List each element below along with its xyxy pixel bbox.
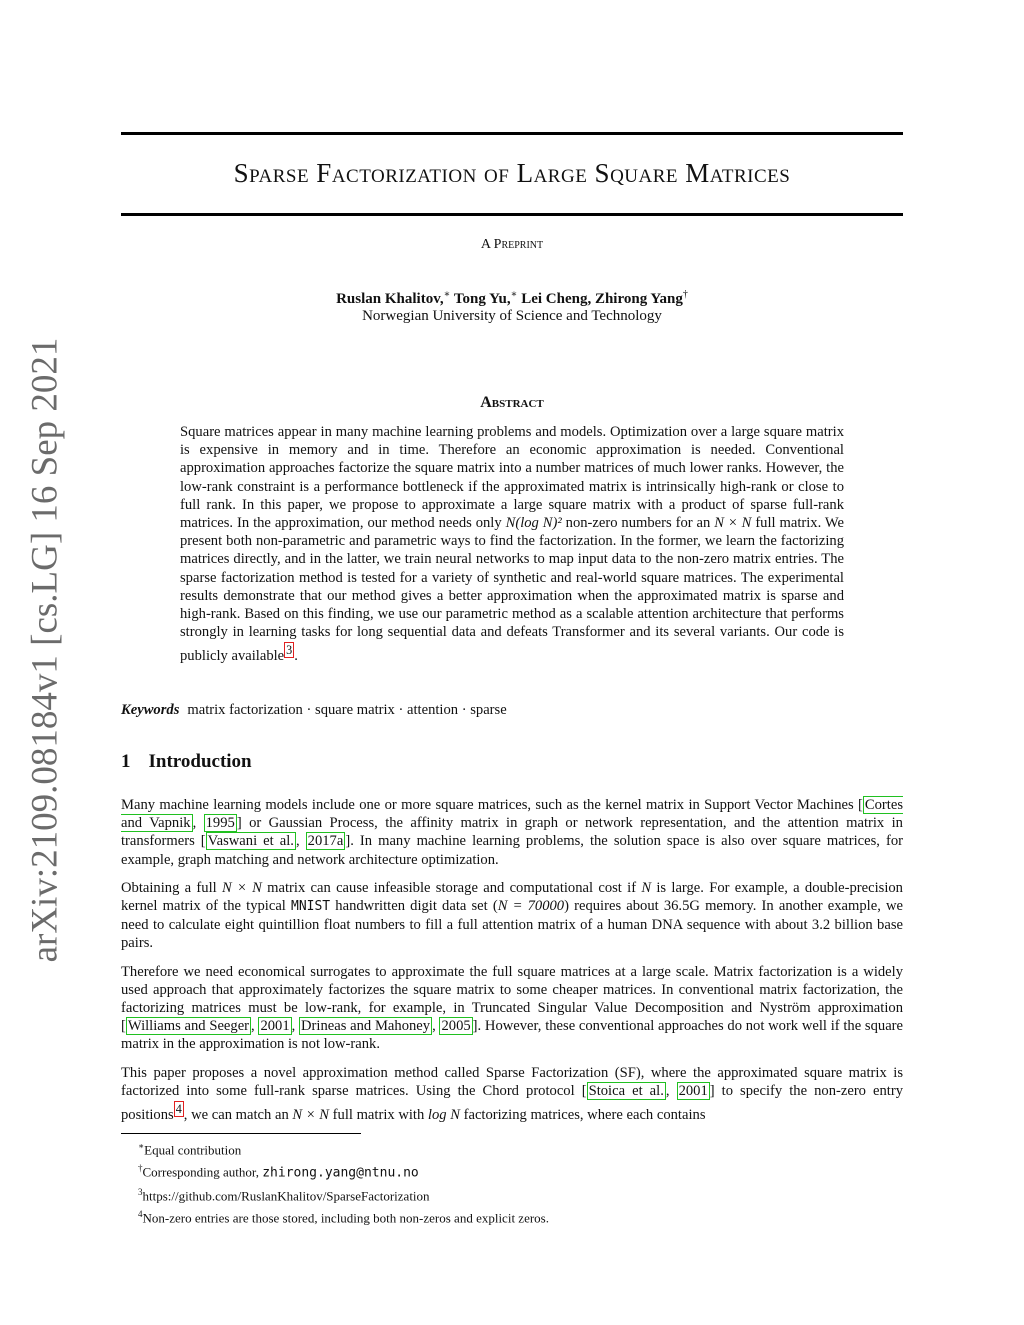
dataset-name: MNIST — [291, 899, 331, 915]
footnote — [138, 1137, 898, 1159]
section-title: Introduction — [148, 751, 252, 772]
text: matrix can cause infeasible storage and computational cost if — [261, 879, 642, 896]
footnote-mark: ∗ — [138, 1141, 145, 1151]
footnote — [138, 1183, 898, 1205]
affiliation: Norwegian University of Science and Technology — [362, 308, 662, 324]
footnote — [138, 1205, 898, 1227]
keywords-line — [121, 702, 903, 719]
abstract-math: N(log N)² — [505, 515, 562, 532]
email-link[interactable]: zhirong.yang@ntnu.no — [262, 1165, 419, 1181]
footnotes — [138, 1137, 898, 1227]
footnote — [138, 1159, 898, 1182]
text: ) requires about 36.5G memory. In another example, we need to calculate eight quintillion float numbers to fill a full attention matrix of a human DNA sequence with about 3.2 billion base pairs. — [121, 898, 904, 952]
text: ] or Gaussian Process, the affinity matrix in graph or network representation, and the attention matrix in transformers [ — [121, 815, 903, 850]
author-name: Tong Yu, — [453, 291, 511, 307]
footnote-text: Corresponding author, — [142, 1164, 263, 1180]
footnote-link-3[interactable]: 3 — [286, 643, 293, 658]
citation-link[interactable]: Stoica et al. — [588, 1082, 664, 1099]
math: N × N — [292, 1106, 330, 1123]
author-name: Zhirong Yang — [594, 291, 683, 307]
text: ]. However, these conventional approaches do not work well if the square matrix in the approximation is not low-rank. — [121, 1018, 904, 1053]
footnote-link-4[interactable]: 4 — [175, 1102, 182, 1117]
text: , — [432, 1018, 440, 1035]
text: handwritten digit data set ( — [330, 898, 498, 915]
text: , — [665, 1082, 677, 1099]
paragraph — [121, 879, 903, 953]
author-name: Lei Cheng, — [521, 291, 592, 307]
abstract-math: N × N — [714, 515, 752, 532]
body-text — [121, 796, 903, 1134]
abstract-text: Square matrices appear in many machine learning problems and models. Optimization over a large square matrix is expensive in memory and in time. Therefore an economic approximation is needed. Conventional approximation approaches factorize the square matrix into a number matrices of much lower ranks. However, the low-rank constraint is a performance bottleneck if the approximated matrix is intrinsically high-rank or close to full rank. In this paper, we propose to approximate a large square matrix with a product of sparse full-rank matrices. In the approximation, our method needs only — [180, 424, 844, 532]
math: log N — [427, 1106, 460, 1123]
text: is large. For example, a double-precision kernel matrix of the typical — [121, 879, 903, 915]
paragraph — [121, 1064, 903, 1124]
text: Obtaining a full — [121, 879, 222, 896]
section-heading — [121, 751, 252, 773]
math: N — [641, 879, 652, 896]
footnote-mark: 4 — [138, 1208, 143, 1219]
author-mark: ∗ — [510, 289, 518, 300]
footnote-text: Equal contribution — [144, 1142, 242, 1158]
text: , — [295, 833, 306, 850]
citation-link[interactable]: 2017a — [307, 833, 344, 850]
arxiv-identifier: arXiv:2109.08184v1 [cs.LG] 16 Sep 2021 — [24, 337, 66, 963]
footnote-url[interactable]: https://github.com/RuslanKhalitov/SparseFactorization — [142, 1187, 430, 1203]
preprint-label: A Preprint — [480, 237, 544, 252]
math: N × N — [221, 879, 262, 896]
paragraph — [121, 963, 903, 1054]
footnote-text: Non-zero entries are those stored, including both non-zeros and explicit zeros. — [142, 1210, 549, 1226]
author-list — [121, 289, 903, 308]
citation-link[interactable]: 1995 — [205, 815, 235, 832]
text: , — [192, 815, 204, 832]
author-mark: ∗ — [443, 289, 451, 300]
text: , we can match an — [183, 1106, 293, 1123]
title-rule-bottom — [121, 213, 903, 216]
citation-link[interactable]: Drineas and Mahoney — [301, 1018, 431, 1035]
author-name: Ruslan Khalitov, — [336, 291, 444, 307]
abstract-heading: Abstract — [480, 394, 544, 411]
text: , — [291, 1018, 300, 1035]
text: , — [251, 1018, 259, 1035]
paragraph — [121, 796, 903, 869]
citation-link[interactable]: 2001 — [260, 1018, 290, 1035]
citation-link[interactable]: 2001 — [678, 1082, 708, 1099]
title-rule-top — [121, 132, 903, 135]
math: N = 70000 — [497, 898, 565, 915]
citation-link[interactable]: Cortes and Vapnik — [121, 797, 903, 832]
footnote-mark: 3 — [138, 1186, 143, 1197]
abstract-end: . — [294, 648, 298, 665]
abstract-text: non-zero numbers for an — [561, 515, 715, 532]
text: This paper proposes a novel approximation method called Sparse Factorization (SF), where the approximated square matrix is factorized into some full-rank sparse matrices. Using the Chord protocol [ — [121, 1064, 903, 1099]
abstract-body — [180, 423, 844, 666]
arxiv-sidebar — [14, 337, 76, 963]
citation-link[interactable]: Williams and Seeger — [127, 1018, 250, 1035]
text: Many machine learning models include one or more square matrices, such as the kernel matrix in Support Vector Machines [ — [121, 797, 863, 813]
text: ]. In many machine learning problems, the solution space is also over square matrices, for example, graph matching and network architecture optimization. — [121, 833, 904, 868]
citation-link[interactable]: 2005 — [441, 1018, 471, 1035]
footnote-mark: † — [138, 1163, 143, 1174]
section-number: 1 — [121, 751, 131, 772]
keywords-label: Keywords — [121, 702, 180, 718]
abstract-text: full matrix. We present both non-parametric and parametric ways to find the factorization. In the former, we learn the factorizing matrices directly, and in the latter, we train neural networks to map input data to the non-zero matrix entries. The sparse factorization method is tested for a variety of synthetic and real-world square matrices. The experimental results demonstrate that our method gives a better approximation when the approximated matrix is sparse and high-rank. Based on this finding, we use our parametric method as a scalable attention architecture that performs strongly in learning tasks for long sequential data and defeats Transformer and its several variants. Our code is publicly available — [180, 515, 844, 665]
paper-title: Sparse Factorization of Large Square Matrices — [233, 158, 791, 188]
text: full matrix with — [329, 1106, 428, 1123]
text: ] to specify the non-zero entry positions — [121, 1082, 904, 1123]
author-mark: † — [682, 289, 688, 300]
citation-link[interactable]: Vaswani et al. — [207, 833, 294, 850]
text: factorizing matrices, where each contains — [459, 1106, 706, 1123]
keywords-list: matrix factorization · square matrix · attention · sparse — [187, 702, 507, 718]
text: Therefore we need economical surrogates to approximate the full square matrices at a large scale. Matrix factorization is a widely used approach that approximately factorizes the square matrix to some cheaper matrices. In conventional matrix factorization, the factorizing matrices must be low-rank, for example, in Truncated Singular Value Decomposition and Nyström approximation [ — [121, 963, 903, 1035]
footnote-rule — [121, 1133, 361, 1134]
